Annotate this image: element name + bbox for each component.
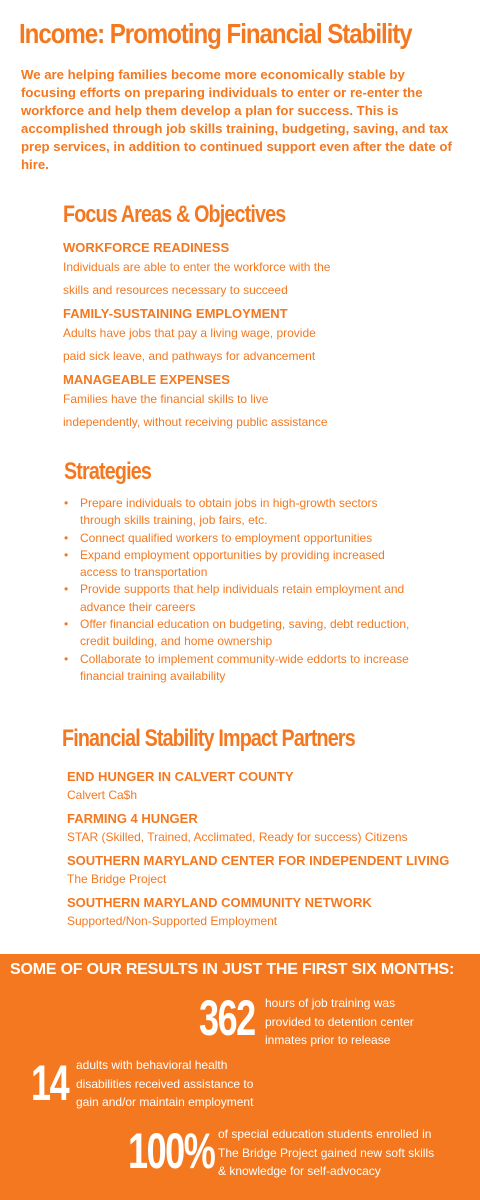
focus-item-desc-line: paid sick leave, and pathways for advancement [63,349,316,363]
bullet-icon: • [64,582,69,597]
strategies-list [64,495,414,685]
strategy-item [64,616,414,651]
partner-name: SOUTHERN MARYLAND CENTER FOR INDEPENDENT LIVING [67,853,450,868]
stat-description [218,1125,478,1181]
focus-item-desc-line: Families have the financial skills to live [63,392,269,406]
focus-item-desc-line: Individuals are able to enter the workforce with the [63,260,331,274]
stat-line: The Bridge Project gained new soft skills [218,1145,435,1160]
strategies-heading: Strategies [64,458,151,485]
stat-description [76,1056,306,1112]
focus-item-title: MANAGEABLE EXPENSES [63,372,230,387]
stat-number: 362 [199,990,255,1046]
strategy-text: Connect qualified workers to employment opportunities [80,530,373,545]
partner-item [67,768,467,804]
partner-item [67,810,467,846]
stat-description [265,994,465,1050]
partner-program: STAR (Skilled, Trained, Acclimated, Ready for success) Citizens [67,830,408,844]
focus-heading: Focus Areas & Objectives [63,201,286,228]
bullet-icon: • [64,547,69,562]
bullet-icon: • [64,617,69,632]
partners-list [67,768,467,936]
strategy-text: Expand employment opportunities by providing increased access to transportation [80,547,385,580]
focus-item [63,372,403,434]
strategy-text: Offer financial education on budgeting, saving, debt reduction, credit building, and home ownership [80,617,410,649]
partner-name: END HUNGER IN CALVERT COUNTY [67,769,294,784]
results-heading: SOME OF OUR RESULTS IN JUST THE FIRST SIX MONTHS: [10,961,455,978]
partner-program: Calvert Ca$h [67,788,138,802]
results-banner [0,954,480,1200]
bullet-icon: • [64,496,69,510]
page-title: Income: Promoting Financial Stability [19,18,412,49]
strategy-item [64,581,414,616]
stat-line: gain and/or maintain employment [76,1095,254,1109]
focus-item-desc-line: Adults have jobs that pay a living wage, provide [63,326,316,340]
stat-line: inmates prior to release [265,1033,391,1047]
stat-line: hours of job training was [265,996,396,1010]
partner-name: SOUTHERN MARYLAND COMMUNITY NETWORK [67,895,372,910]
intro-paragraph: We are helping families become more economically stable by focusing efforts on preparing individuals to enter or re-enter the workforce and help them develop a plan for success. This is accomplished through job skills training, budgeting, saving, and tax prep services, in addition to continued support even after the date of hire. [21,67,452,172]
partner-program: Supported/Non-Supported Employment [67,914,278,928]
bullet-icon: • [64,651,69,666]
strategy-text: Provide supports that help individuals retain employment and advance their careers [80,582,405,614]
stat-line: & knowledge for self-advocacy [218,1164,381,1178]
partners-heading: Financial Stability Impact Partners [62,725,355,752]
partner-program: The Bridge Project [67,872,167,886]
stat-line: of special education students enrolled in [218,1127,432,1141]
stat-line: provided to detention center [265,1014,414,1029]
strategy-item [64,651,414,686]
partner-item [67,852,467,888]
focus-item [63,306,403,368]
focus-item-desc-line: independently, without receiving public assistance [63,415,328,429]
stat-line: adults with behavioral health [76,1058,228,1072]
strategy-text: Prepare individuals to obtain jobs in high-growth sectors through skills training, job fairs, etc. [80,496,378,528]
strategy-item [64,530,414,547]
partner-name: FARMING 4 HUNGER [67,811,198,826]
strategy-item [64,495,414,530]
focus-item-title: WORKFORCE READINESS [63,240,230,255]
stat-number: 14 [31,1055,69,1111]
focus-item-title: FAMILY-SUSTAINING EMPLOYMENT [63,306,288,321]
stat-number: 100% [128,1123,215,1179]
strategy-item [64,547,414,582]
strategy-text: Collaborate to implement community-wide eddorts to increase financial training availability [80,651,409,683]
stat-line: disabilities received assistance to [76,1076,254,1091]
focus-item-desc-line: skills and resources necessary to succeed [63,283,288,297]
partner-item [67,894,467,930]
focus-item [63,240,403,302]
focus-list [63,240,403,438]
bullet-icon: • [64,530,69,545]
